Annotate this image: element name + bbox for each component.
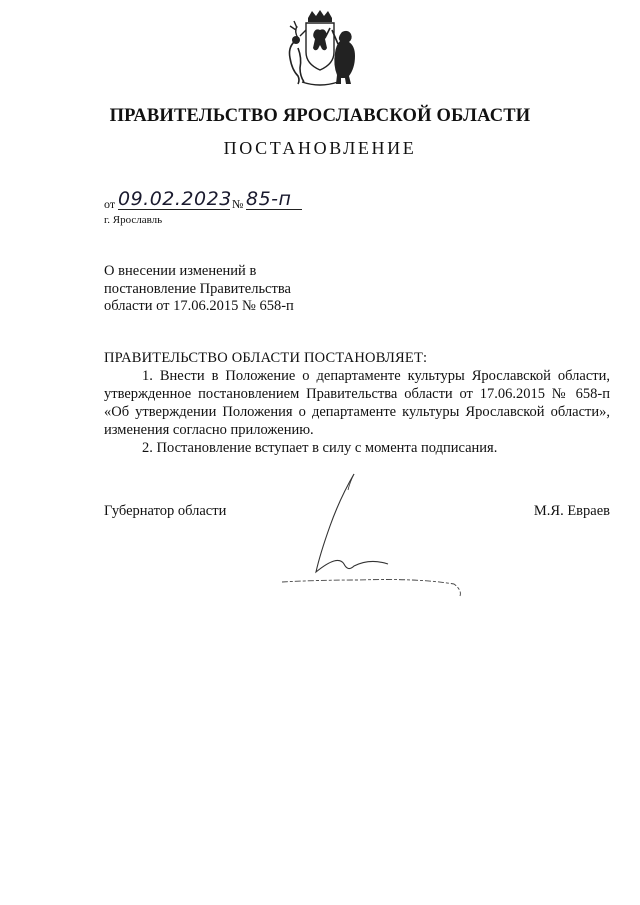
city-label: г. Ярославль [104, 214, 163, 226]
date-underline [118, 209, 230, 210]
document-subject [104, 263, 334, 316]
signatory-name: М.Я. Евраев [533, 503, 610, 519]
organization-title: ПРАВИТЕЛЬСТВО ЯРОСЛАВСКОЙ ОБЛАСТИ [109, 106, 531, 126]
signatory-position: Губернатор области [104, 503, 227, 519]
resolution-lead: ПРАВИТЕЛЬСТВО ОБЛАСТИ ПОСТАНОВЛЯЕТ: [104, 350, 428, 366]
resolution-paragraph: 2. Постановление вступает в силу с момента подписания. [142, 440, 498, 456]
resolution-body [104, 349, 610, 457]
registration-line [104, 190, 364, 216]
number-prefix: № [232, 197, 244, 211]
yaroslavl-coat-of-arms-icon [272, 8, 368, 92]
subject-line: О внесении изменений в [104, 263, 257, 279]
subject-line: постановление Правительства [104, 280, 291, 297]
resolution-paragraph: 1. Внести в Положение о департаменте культуры Ярославской области, утвержденное постановлением Правительства области от 17.06.2015 № 658-п «Об утверждении Положения о департаменте культуры Ярославской области», изменения согласно приложению. [104, 368, 610, 438]
date-value: 09.02.2023 [118, 188, 232, 210]
date-prefix: от [104, 197, 116, 211]
document-type: ПОСТАНОВЛЕНИЕ [223, 138, 417, 158]
number-underline [246, 209, 302, 210]
number-value: 85-п [246, 188, 292, 210]
subject-line: области от 17.06.2015 № 658-п [104, 298, 294, 314]
handwritten-signature-icon [278, 468, 478, 608]
